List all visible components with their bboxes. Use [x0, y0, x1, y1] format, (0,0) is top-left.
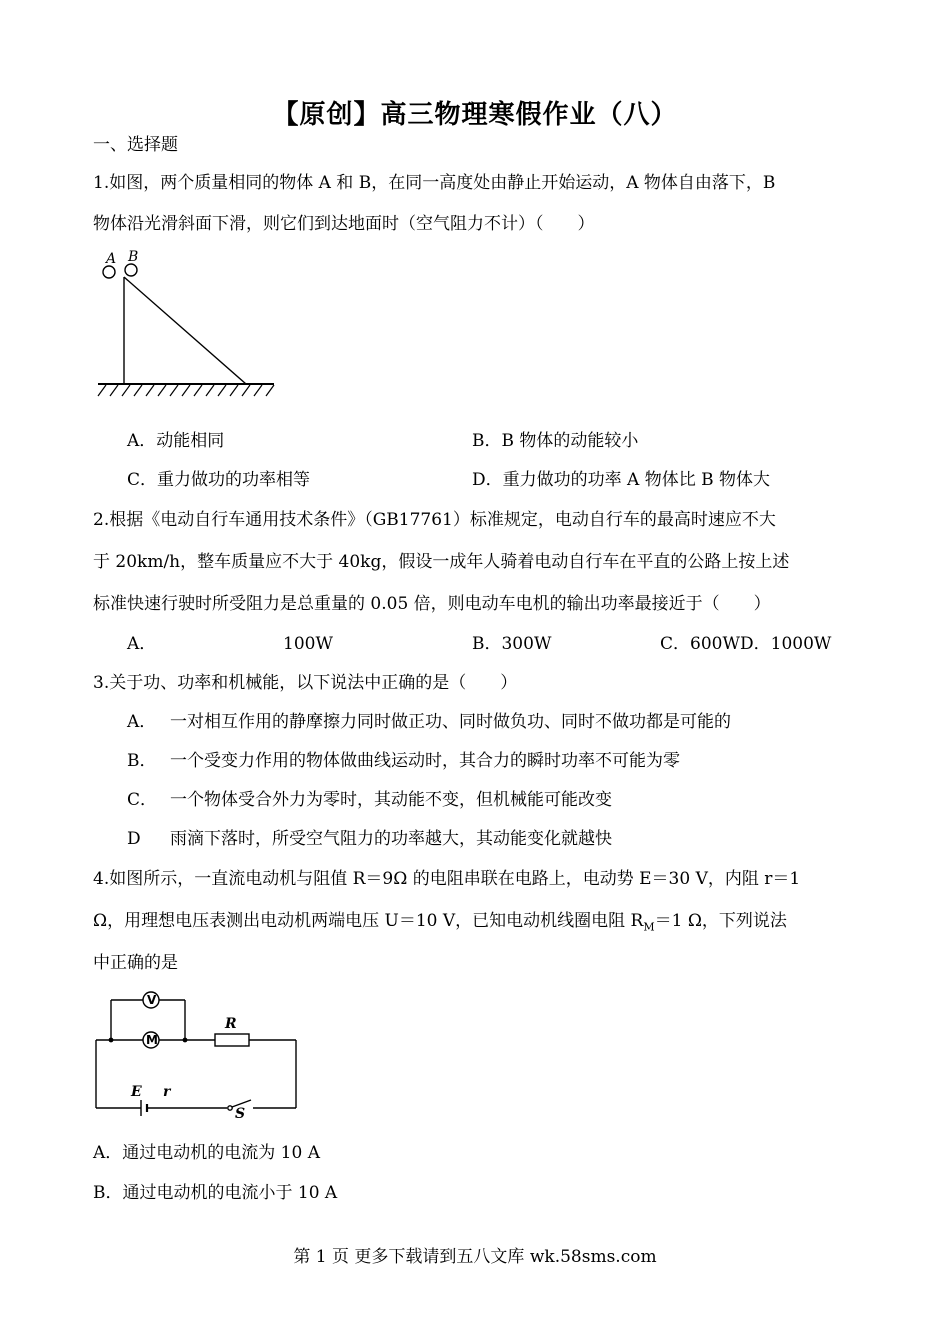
q3-option-b-text: 一个受变力作用的物体做曲线运动时，其合力的瞬时功率不可能为零 [170, 751, 680, 771]
q3-option-d-text: 雨滴下落时，所受空气阻力的功率越大，其动能变化就越快 [170, 829, 612, 849]
q1-stem-line2: 物体沿光滑斜面下滑，则它们到达地面时（空气阻力不计）（ ） [93, 214, 595, 234]
q3-option-c-letter: C． [127, 790, 158, 810]
emf-label: E [131, 1084, 142, 1100]
q2-stem-line1: 2.根据《电动自行车通用技术条件》（GB17761）标准规定，电动自行车的最高时速应不大 [93, 510, 776, 530]
q4-circuit-diagram [93, 990, 303, 1120]
section-heading: 一、选择题 [93, 135, 178, 155]
q4-stem-line2-tail: ＝1 Ω，下列说法 [654, 911, 787, 931]
q4-option-b: B．通过电动机的电流小于 10 A [93, 1183, 338, 1203]
figure-label-b: B [128, 249, 139, 265]
q1-option-d: D．重力做功的功率 A 物体比 B 物体大 [472, 470, 771, 490]
q1-option-c: C．重力做功的功率相等 [127, 470, 311, 490]
q2-stem-line3: 标准快速行驶时所受阻力是总重量的 0.05 倍，则电动车电机的输出功率最接近于（ ） [93, 594, 771, 614]
q3-option-a-letter: A． [127, 712, 157, 732]
q3-option-a-text: 一对相互作用的静摩擦力同时做正功、同时做负功、同时不做功都是可能的 [170, 712, 731, 732]
internal-resistance-label: r [163, 1084, 171, 1100]
q2-option-b: B．300W [472, 634, 552, 654]
motor-label: M [146, 1033, 158, 1047]
q2-option-a-letter: A． [127, 634, 157, 654]
voltmeter-label: V [147, 993, 157, 1007]
q2-option-c: C．600W [660, 634, 740, 654]
q2-option-a-value: 100W [283, 634, 333, 654]
page-footer: 第 1 页 更多下载请到五八文库 wk.58sms.com [293, 1247, 657, 1267]
q3-stem: 3.关于功、功率和机械能，以下说法中正确的是（ ） [93, 673, 518, 693]
q3-option-c-text: 一个物体受合外力为零时，其动能不变，但机械能可能改变 [170, 790, 612, 810]
figure-label-a: A [106, 251, 117, 267]
q1-option-a: A．动能相同 [127, 431, 225, 451]
q3-option-d-letter: D [127, 829, 141, 849]
q2-stem-line2: 于 20km/h，整车质量应不大于 40kg，假设一成年人骑着电动自行车在平直的公路上按上述 [93, 552, 790, 572]
q4-stem-line2-text: Ω，用理想电压表测出电动机两端电压 U＝10 V，已知电动机线圈电阻 R [93, 911, 644, 931]
resistor-label: R [225, 1016, 237, 1032]
q1-stem-line1: 1.如图，两个质量相同的物体 A 和 B，在同一高度处由静止开始运动，A 物体自由落下，B [93, 173, 776, 193]
page-title: 【原创】高三物理寒假作业（八） [272, 100, 678, 130]
q3-option-b-letter: B． [127, 751, 157, 771]
q1-incline-figure [94, 248, 284, 403]
q1-option-b: B．B 物体的动能较小 [472, 431, 639, 451]
q4-stem-line2 [93, 910, 787, 938]
q4-option-a: A．通过电动机的电流为 10 A [93, 1143, 320, 1163]
q4-subscript-m: M [643, 920, 655, 934]
switch-label: S [235, 1106, 246, 1120]
q4-stem-line3: 中正确的是 [93, 953, 178, 973]
q2-option-d: D．1000W [740, 634, 832, 654]
q4-stem-line1: 4.如图所示，一直流电动机与阻值 R＝9Ω 的电阻串联在电路上，电动势 E＝30 V，内阻 r＝1 [93, 869, 801, 889]
